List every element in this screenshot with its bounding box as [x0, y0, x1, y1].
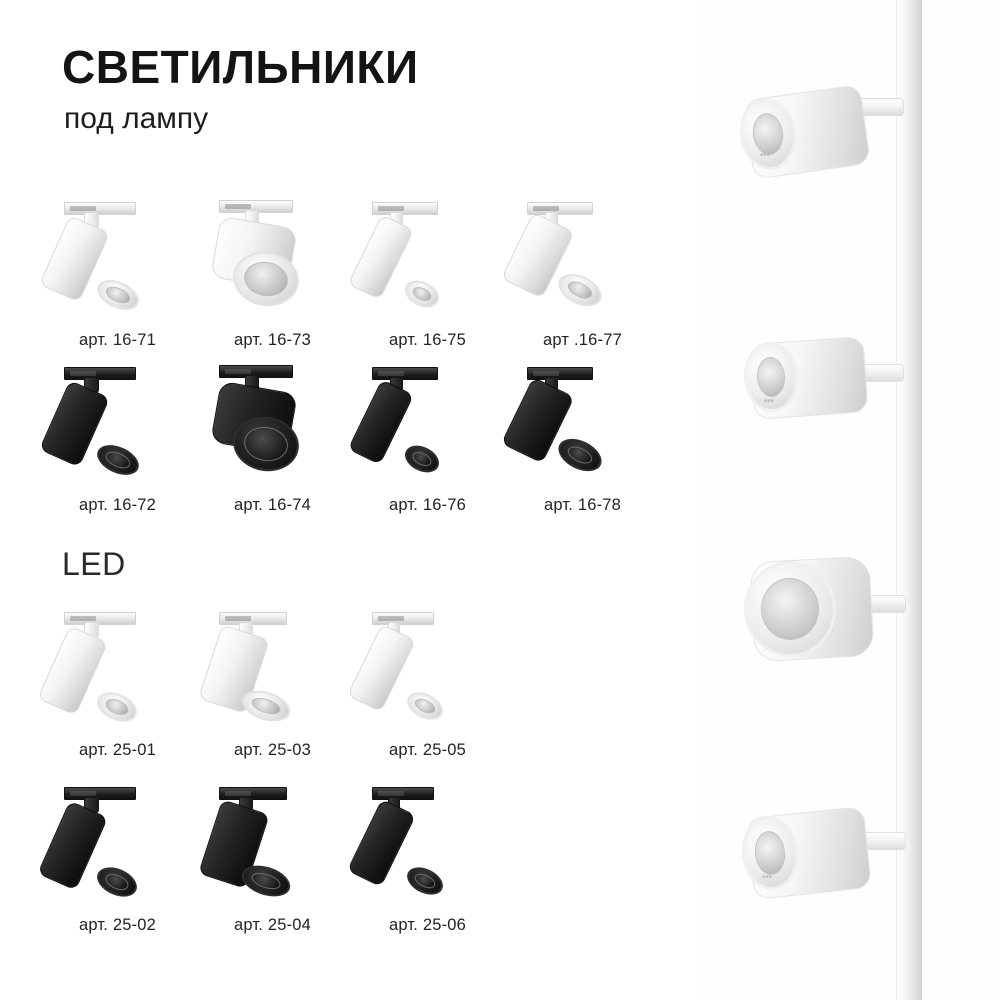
product-card[interactable]	[195, 355, 350, 515]
lens-inner	[565, 278, 595, 302]
product-article: арт. 16-75	[388, 331, 467, 349]
lamp-lens	[93, 274, 144, 316]
product-card[interactable]	[40, 355, 195, 515]
photo-lens-core	[756, 356, 787, 398]
product-card[interactable]	[195, 190, 350, 350]
rail-slot	[378, 791, 404, 796]
product-article: арт. 25-01	[78, 741, 157, 759]
lens-inner	[412, 871, 437, 891]
product-article: арт .16-77	[543, 331, 622, 349]
track-rail	[527, 202, 593, 215]
lamp-lens	[93, 687, 142, 728]
track-rail	[372, 612, 434, 625]
lens-inner	[250, 870, 283, 893]
track-rail	[219, 612, 287, 625]
product-article: арт. 16-76	[388, 496, 467, 514]
photo-spot-second	[700, 320, 940, 470]
lamp-lens	[553, 267, 607, 312]
product-card[interactable]	[40, 600, 195, 760]
product-card[interactable]	[40, 190, 195, 350]
lamp-lens	[401, 275, 444, 312]
lens-inner	[410, 449, 433, 469]
rail-slot	[378, 371, 404, 376]
photo-label: ■■■	[764, 398, 774, 404]
photo-lens-core	[750, 111, 786, 157]
lamp-body	[347, 799, 416, 888]
product-card[interactable]	[195, 775, 350, 935]
product-article: арт. 25-06	[388, 916, 467, 934]
product-article: арт. 25-03	[233, 741, 312, 759]
rail-slot	[225, 616, 251, 621]
lens-inner	[410, 284, 433, 304]
track-rail	[372, 202, 438, 215]
product-article: арт. 25-02	[78, 916, 157, 934]
product-card[interactable]	[40, 775, 195, 935]
fixture-illustration	[40, 355, 195, 483]
fixture-illustration	[350, 190, 505, 318]
lens-inner	[565, 443, 595, 467]
fixture-illustration	[350, 600, 505, 728]
lens-inner	[250, 695, 283, 718]
photo-spot-third	[700, 545, 940, 705]
lens-inner	[103, 696, 131, 719]
photo-lens-core	[759, 577, 820, 642]
rail-slot	[225, 369, 251, 374]
fixture-illustration	[195, 600, 350, 728]
product-article: арт. 16-78	[543, 496, 622, 514]
rail-slot	[225, 791, 251, 796]
product-card[interactable]	[505, 355, 660, 515]
track-rail	[64, 367, 136, 380]
track-rail	[219, 787, 287, 800]
lamp-lens	[403, 862, 448, 900]
product-article: арт. 16-72	[78, 496, 157, 514]
rail-slot	[70, 371, 96, 376]
fixture-illustration	[40, 775, 195, 903]
fixture-illustration	[195, 775, 350, 903]
product-photo	[700, 0, 1000, 1000]
rail-slot	[225, 204, 251, 209]
track-rail	[527, 367, 593, 380]
product-row-white-lamp	[40, 190, 700, 350]
title-main: СВЕТИЛЬНИКИ	[62, 41, 419, 93]
fixture-illustration	[350, 775, 505, 903]
track-rail	[372, 787, 434, 800]
lens-inner	[103, 283, 132, 306]
product-article: арт. 16-73	[233, 331, 312, 349]
photo-label: ■■■	[760, 152, 770, 158]
photo-spot-bottom	[700, 790, 940, 950]
lamp-lens	[93, 862, 142, 903]
rail-slot	[70, 791, 96, 796]
fixture-illustration	[195, 355, 350, 483]
lens-inner	[103, 448, 132, 471]
product-row-black-lamp	[40, 355, 700, 515]
photo-lens-core	[753, 830, 787, 877]
rail-slot	[533, 371, 559, 376]
photo-spot-top	[700, 70, 940, 220]
lens-inner	[412, 696, 437, 716]
rail-slot	[533, 206, 559, 211]
product-card[interactable]	[505, 190, 660, 350]
fixture-illustration	[195, 190, 350, 318]
page-title	[62, 41, 419, 135]
product-article: арт. 16-74	[233, 496, 312, 514]
product-article: арт. 25-04	[233, 916, 312, 934]
product-row-black-led	[40, 775, 700, 935]
product-card[interactable]	[350, 190, 505, 350]
section-label-led: LED	[62, 546, 126, 582]
product-card[interactable]	[195, 600, 350, 760]
rail-slot	[378, 616, 404, 621]
lamp-lens	[401, 440, 444, 477]
lens-inner	[241, 423, 290, 464]
lamp-lens	[403, 687, 448, 725]
title-subtitle: под лампу	[64, 102, 209, 135]
fixture-illustration	[350, 355, 505, 483]
product-row-white-led	[40, 600, 700, 760]
rail-slot	[70, 206, 96, 211]
product-card[interactable]	[350, 600, 505, 760]
product-article: арт. 25-05	[388, 741, 467, 759]
fixture-illustration	[40, 190, 195, 318]
track-rail	[64, 787, 136, 800]
product-article: арт. 16-71	[78, 331, 157, 349]
track-rail	[372, 367, 438, 380]
lens-inner	[103, 871, 131, 894]
fixture-illustration	[505, 190, 660, 318]
photo-label: ■■■	[762, 874, 772, 880]
product-card[interactable]	[350, 775, 505, 935]
product-card[interactable]	[350, 355, 505, 515]
lens-inner	[241, 258, 290, 299]
track-rail	[64, 202, 136, 215]
fixture-illustration	[40, 600, 195, 728]
lamp-body	[347, 624, 416, 713]
track-rail	[64, 612, 136, 625]
lamp-lens	[553, 432, 607, 477]
rail-slot	[378, 206, 404, 211]
rail-slot	[70, 616, 96, 621]
fixture-illustration	[505, 355, 660, 483]
lamp-lens	[93, 439, 144, 481]
